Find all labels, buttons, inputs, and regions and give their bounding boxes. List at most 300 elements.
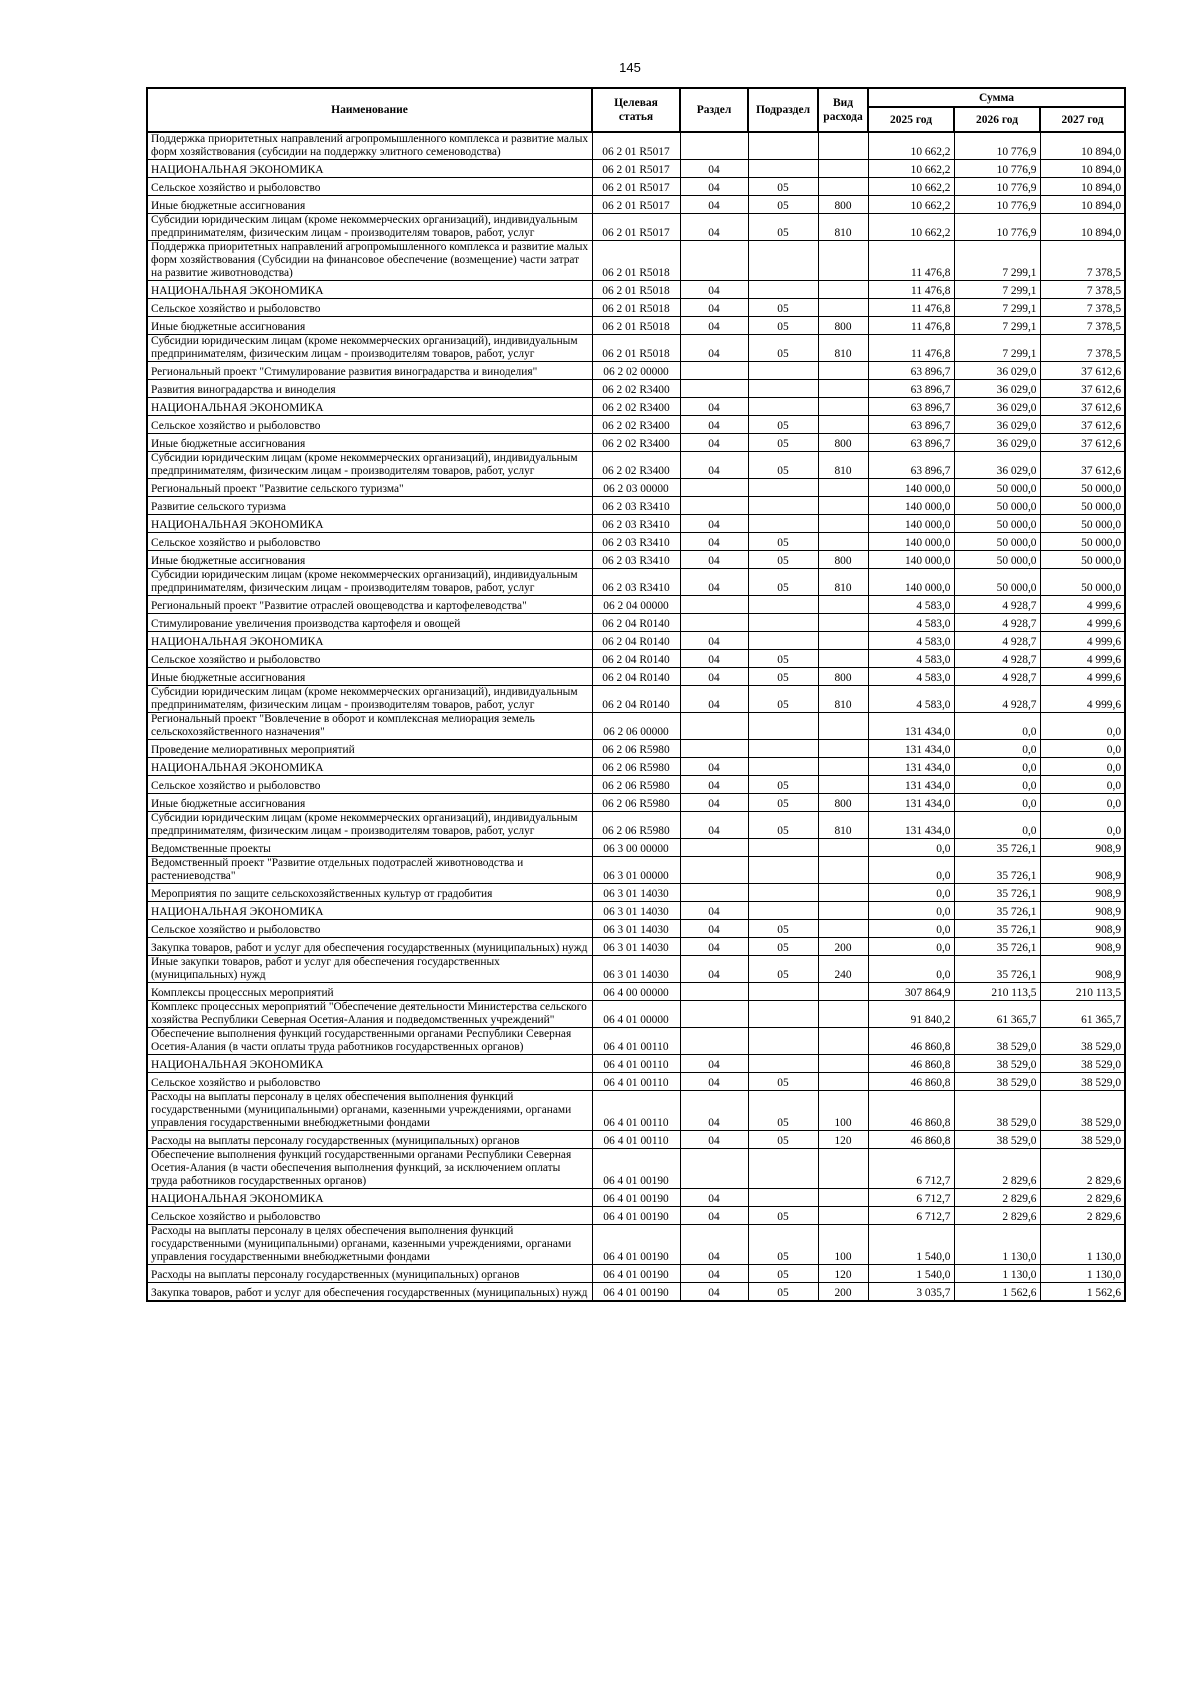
cell-sum-2025: 4 583,0 (868, 668, 954, 686)
cell-sum-2026: 38 529,0 (954, 1131, 1040, 1149)
table-body (147, 132, 1125, 1301)
table-row (147, 938, 1125, 956)
cell-subsection (748, 902, 818, 920)
cell-subsection: 05 (748, 533, 818, 551)
cell-target-article: 06 2 04 R0140 (592, 614, 680, 632)
cell-sum-2025: 46 860,8 (868, 1091, 954, 1131)
cell-section (680, 740, 748, 758)
cell-target-article: 06 4 01 00000 (592, 1001, 680, 1028)
table-row (147, 1055, 1125, 1073)
cell-target-article: 06 3 01 14030 (592, 920, 680, 938)
cell-section: 04 (680, 920, 748, 938)
table-row (147, 241, 1125, 281)
cell-subsection (748, 857, 818, 884)
cell-sum-2026: 36 029,0 (954, 434, 1040, 452)
cell-sum-2027: 38 529,0 (1040, 1028, 1125, 1055)
cell-target-article: 06 3 01 00000 (592, 857, 680, 884)
cell-name: Обеспечение выполнения функций государственными органами Республики Северная Осетия-Алания (в части оплаты труда работников государственных органов) (147, 1028, 592, 1055)
cell-name: Расходы на выплаты персоналу в целях обеспечения выполнения функций государственными (муниципальными) органами, казенными учреждениями, органами управления государственными внебюджетными фондами (147, 1225, 592, 1265)
cell-sum-2026: 7 299,1 (954, 241, 1040, 281)
cell-sum-2025: 10 662,2 (868, 132, 954, 160)
cell-section: 04 (680, 758, 748, 776)
cell-sum-2027: 908,9 (1040, 956, 1125, 983)
cell-target-article: 06 2 03 00000 (592, 479, 680, 497)
cell-expense-type (818, 160, 868, 178)
cell-target-article: 06 4 01 00190 (592, 1149, 680, 1189)
cell-name: Расходы на выплаты персоналу в целях обеспечения выполнения функций государственными (муниципальными) органами, казенными учреждениями, органами управления государственными внебюджетными фондами (147, 1091, 592, 1131)
table-row (147, 515, 1125, 533)
cell-expense-type (818, 920, 868, 938)
cell-sum-2027: 2 829,6 (1040, 1149, 1125, 1189)
cell-section: 04 (680, 335, 748, 362)
cell-name: Региональный проект "Вовлечение в оборот и комплексная мелиорация земель сельскохозяйственного назначения" (147, 713, 592, 740)
cell-expense-type: 800 (818, 668, 868, 686)
cell-target-article: 06 2 06 R5980 (592, 740, 680, 758)
cell-section: 04 (680, 533, 748, 551)
cell-name: НАЦИОНАЛЬНАЯ ЭКОНОМИКА (147, 1055, 592, 1073)
cell-subsection (748, 1189, 818, 1207)
cell-target-article: 06 3 00 00000 (592, 839, 680, 857)
table-row (147, 650, 1125, 668)
cell-sum-2026: 38 529,0 (954, 1073, 1040, 1091)
cell-expense-type (818, 479, 868, 497)
cell-sum-2026: 36 029,0 (954, 398, 1040, 416)
cell-sum-2025: 4 583,0 (868, 614, 954, 632)
cell-sum-2025: 10 662,2 (868, 196, 954, 214)
cell-section: 04 (680, 299, 748, 317)
cell-sum-2025: 0,0 (868, 920, 954, 938)
cell-expense-type (818, 497, 868, 515)
cell-expense-type: 800 (818, 794, 868, 812)
table-row (147, 632, 1125, 650)
cell-sum-2027: 50 000,0 (1040, 551, 1125, 569)
cell-target-article: 06 2 02 00000 (592, 362, 680, 380)
cell-target-article: 06 2 04 R0140 (592, 668, 680, 686)
cell-subsection: 05 (748, 416, 818, 434)
cell-target-article: 06 2 01 R5018 (592, 299, 680, 317)
cell-sum-2027: 0,0 (1040, 758, 1125, 776)
table-row (147, 1091, 1125, 1131)
table-row (147, 196, 1125, 214)
cell-name: Субсидии юридическим лицам (кроме некоммерческих организаций), индивидуальным предпринимателям, физическим лицам - производителям товаров, работ, услуг (147, 214, 592, 241)
table-row (147, 362, 1125, 380)
cell-section (680, 1001, 748, 1028)
cell-sum-2025: 0,0 (868, 839, 954, 857)
cell-sum-2027: 210 113,5 (1040, 983, 1125, 1001)
cell-target-article: 06 2 04 00000 (592, 596, 680, 614)
cell-sum-2026: 50 000,0 (954, 533, 1040, 551)
cell-section: 04 (680, 551, 748, 569)
cell-sum-2025: 131 434,0 (868, 812, 954, 839)
table-row (147, 1265, 1125, 1283)
cell-sum-2026: 50 000,0 (954, 497, 1040, 515)
cell-name: Сельское хозяйство и рыболовство (147, 1073, 592, 1091)
cell-subsection: 05 (748, 686, 818, 713)
cell-sum-2027: 7 378,5 (1040, 317, 1125, 335)
header-sum: Сумма (868, 88, 1125, 107)
cell-expense-type: 120 (818, 1265, 868, 1283)
cell-target-article: 06 2 03 R3410 (592, 569, 680, 596)
cell-expense-type: 810 (818, 569, 868, 596)
cell-sum-2027: 4 999,6 (1040, 686, 1125, 713)
cell-expense-type: 100 (818, 1091, 868, 1131)
cell-sum-2025: 140 000,0 (868, 497, 954, 515)
cell-target-article: 06 2 04 R0140 (592, 686, 680, 713)
cell-subsection (748, 497, 818, 515)
cell-sum-2026: 4 928,7 (954, 632, 1040, 650)
cell-name: Субсидии юридическим лицам (кроме некоммерческих организаций), индивидуальным предпринимателям, физическим лицам - производителям товаров, работ, услуг (147, 569, 592, 596)
cell-target-article: 06 3 01 14030 (592, 884, 680, 902)
cell-subsection (748, 362, 818, 380)
cell-subsection: 05 (748, 452, 818, 479)
table-row (147, 596, 1125, 614)
cell-sum-2026: 210 113,5 (954, 983, 1040, 1001)
budget-table (146, 87, 1126, 1302)
cell-expense-type (818, 713, 868, 740)
cell-section: 04 (680, 416, 748, 434)
cell-sum-2027: 2 829,6 (1040, 1207, 1125, 1225)
cell-sum-2025: 63 896,7 (868, 416, 954, 434)
table-row (147, 479, 1125, 497)
cell-target-article: 06 4 01 00110 (592, 1073, 680, 1091)
cell-target-article: 06 2 01 R5017 (592, 214, 680, 241)
cell-section: 04 (680, 160, 748, 178)
table-row (147, 857, 1125, 884)
cell-section: 04 (680, 650, 748, 668)
cell-sum-2025: 0,0 (868, 902, 954, 920)
cell-target-article: 06 2 02 R3400 (592, 380, 680, 398)
cell-expense-type: 810 (818, 812, 868, 839)
cell-section: 04 (680, 434, 748, 452)
cell-sum-2027: 908,9 (1040, 920, 1125, 938)
cell-name: Иные бюджетные ассигнования (147, 668, 592, 686)
cell-sum-2025: 63 896,7 (868, 434, 954, 452)
cell-subsection: 05 (748, 317, 818, 335)
cell-name: Стимулирование увеличения производства картофеля и овощей (147, 614, 592, 632)
cell-name: Ведомственный проект "Развитие отдельных подотраслей животноводства и растениеводства" (147, 857, 592, 884)
table-row (147, 614, 1125, 632)
table-row (147, 1283, 1125, 1301)
cell-sum-2026: 50 000,0 (954, 479, 1040, 497)
cell-name: НАЦИОНАЛЬНАЯ ЭКОНОМИКА (147, 758, 592, 776)
cell-subsection: 05 (748, 1225, 818, 1265)
cell-sum-2025: 4 583,0 (868, 650, 954, 668)
cell-target-article: 06 4 01 00110 (592, 1091, 680, 1131)
cell-section: 04 (680, 902, 748, 920)
cell-subsection: 05 (748, 1207, 818, 1225)
cell-sum-2025: 0,0 (868, 857, 954, 884)
cell-subsection: 05 (748, 1283, 818, 1301)
cell-subsection (748, 839, 818, 857)
cell-name: НАЦИОНАЛЬНАЯ ЭКОНОМИКА (147, 632, 592, 650)
cell-sum-2025: 0,0 (868, 956, 954, 983)
cell-target-article: 06 2 06 00000 (592, 713, 680, 740)
cell-name: НАЦИОНАЛЬНАЯ ЭКОНОМИКА (147, 281, 592, 299)
cell-section: 04 (680, 938, 748, 956)
cell-name: Иные бюджетные ассигнования (147, 317, 592, 335)
cell-target-article: 06 4 01 00110 (592, 1131, 680, 1149)
cell-name: Поддержка приоритетных направлений агропромышленного комплекса и развитие малых форм хозяйствования (субсидии на поддержку элитного семеноводства) (147, 132, 592, 160)
cell-sum-2026: 0,0 (954, 713, 1040, 740)
cell-expense-type (818, 299, 868, 317)
header-name: Наименование (147, 88, 592, 132)
cell-expense-type (818, 884, 868, 902)
table-row (147, 794, 1125, 812)
cell-expense-type: 800 (818, 551, 868, 569)
cell-sum-2025: 140 000,0 (868, 515, 954, 533)
cell-target-article: 06 4 01 00190 (592, 1207, 680, 1225)
table-row (147, 497, 1125, 515)
cell-name: Проведение мелиоративных мероприятий (147, 740, 592, 758)
cell-sum-2027: 4 999,6 (1040, 668, 1125, 686)
cell-expense-type: 240 (818, 956, 868, 983)
cell-name: НАЦИОНАЛЬНАЯ ЭКОНОМИКА (147, 398, 592, 416)
cell-sum-2027: 10 894,0 (1040, 160, 1125, 178)
cell-sum-2026: 4 928,7 (954, 650, 1040, 668)
table-row (147, 740, 1125, 758)
cell-sum-2026: 4 928,7 (954, 596, 1040, 614)
cell-sum-2027: 7 378,5 (1040, 335, 1125, 362)
cell-expense-type: 200 (818, 938, 868, 956)
cell-target-article: 06 2 03 R3410 (592, 551, 680, 569)
cell-sum-2027: 37 612,6 (1040, 398, 1125, 416)
table-row (147, 983, 1125, 1001)
cell-subsection (748, 614, 818, 632)
table-row (147, 434, 1125, 452)
cell-target-article: 06 4 01 00110 (592, 1028, 680, 1055)
cell-section: 04 (680, 1091, 748, 1131)
cell-sum-2027: 10 894,0 (1040, 178, 1125, 196)
cell-section: 04 (680, 1265, 748, 1283)
cell-sum-2027: 38 529,0 (1040, 1055, 1125, 1073)
cell-section: 04 (680, 1225, 748, 1265)
cell-sum-2025: 6 712,7 (868, 1189, 954, 1207)
cell-section: 04 (680, 452, 748, 479)
cell-target-article: 06 2 06 R5980 (592, 794, 680, 812)
cell-target-article: 06 2 06 R5980 (592, 776, 680, 794)
cell-sum-2025: 131 434,0 (868, 794, 954, 812)
cell-sum-2027: 0,0 (1040, 740, 1125, 758)
cell-subsection: 05 (748, 956, 818, 983)
cell-target-article: 06 2 06 R5980 (592, 758, 680, 776)
header-section: Раздел (680, 88, 748, 132)
cell-subsection (748, 380, 818, 398)
cell-target-article: 06 2 01 R5017 (592, 160, 680, 178)
table-row (147, 416, 1125, 434)
cell-expense-type: 200 (818, 1283, 868, 1301)
cell-target-article: 06 2 01 R5017 (592, 178, 680, 196)
cell-sum-2027: 37 612,6 (1040, 452, 1125, 479)
cell-section: 04 (680, 1073, 748, 1091)
table-row (147, 1225, 1125, 1265)
cell-subsection: 05 (748, 1091, 818, 1131)
cell-sum-2026: 7 299,1 (954, 299, 1040, 317)
cell-sum-2026: 4 928,7 (954, 686, 1040, 713)
cell-sum-2025: 4 583,0 (868, 686, 954, 713)
cell-target-article: 06 2 03 R3410 (592, 515, 680, 533)
cell-sum-2026: 35 726,1 (954, 857, 1040, 884)
cell-sum-2027: 0,0 (1040, 776, 1125, 794)
cell-name: НАЦИОНАЛЬНАЯ ЭКОНОМИКА (147, 160, 592, 178)
table-row (147, 839, 1125, 857)
cell-sum-2025: 11 476,8 (868, 317, 954, 335)
cell-subsection: 05 (748, 650, 818, 668)
cell-target-article: 06 2 02 R3400 (592, 398, 680, 416)
table-row (147, 533, 1125, 551)
cell-expense-type: 810 (818, 452, 868, 479)
cell-sum-2026: 1 130,0 (954, 1265, 1040, 1283)
cell-sum-2026: 35 726,1 (954, 884, 1040, 902)
cell-subsection (748, 281, 818, 299)
cell-sum-2025: 11 476,8 (868, 335, 954, 362)
cell-sum-2025: 46 860,8 (868, 1055, 954, 1073)
cell-section: 04 (680, 668, 748, 686)
table-row (147, 776, 1125, 794)
cell-section: 04 (680, 776, 748, 794)
cell-sum-2027: 38 529,0 (1040, 1131, 1125, 1149)
cell-sum-2025: 1 540,0 (868, 1225, 954, 1265)
cell-name: Развития виноградарства и виноделия (147, 380, 592, 398)
cell-subsection: 05 (748, 1265, 818, 1283)
cell-section (680, 1028, 748, 1055)
cell-name: Региональный проект "Развитие отраслей овощеводства и картофелеводства" (147, 596, 592, 614)
table-row (147, 920, 1125, 938)
cell-expense-type: 800 (818, 317, 868, 335)
cell-sum-2025: 140 000,0 (868, 479, 954, 497)
cell-section: 04 (680, 812, 748, 839)
cell-subsection: 05 (748, 214, 818, 241)
cell-expense-type (818, 983, 868, 1001)
cell-subsection: 05 (748, 776, 818, 794)
cell-subsection (748, 1028, 818, 1055)
cell-subsection: 05 (748, 434, 818, 452)
cell-section: 04 (680, 398, 748, 416)
cell-sum-2025: 46 860,8 (868, 1028, 954, 1055)
header-year-2025: 2025 год (868, 107, 954, 132)
cell-expense-type (818, 241, 868, 281)
cell-subsection (748, 632, 818, 650)
cell-sum-2025: 46 860,8 (868, 1073, 954, 1091)
cell-expense-type (818, 1189, 868, 1207)
cell-target-article: 06 4 01 00190 (592, 1265, 680, 1283)
cell-expense-type: 800 (818, 434, 868, 452)
cell-subsection: 05 (748, 938, 818, 956)
cell-expense-type (818, 132, 868, 160)
cell-subsection (748, 884, 818, 902)
cell-sum-2025: 3 035,7 (868, 1283, 954, 1301)
cell-sum-2026: 50 000,0 (954, 515, 1040, 533)
cell-section: 04 (680, 686, 748, 713)
cell-subsection (748, 160, 818, 178)
cell-section (680, 497, 748, 515)
cell-sum-2025: 131 434,0 (868, 758, 954, 776)
cell-section: 04 (680, 794, 748, 812)
cell-sum-2026: 10 776,9 (954, 178, 1040, 196)
cell-sum-2027: 50 000,0 (1040, 569, 1125, 596)
cell-expense-type (818, 1055, 868, 1073)
cell-sum-2026: 36 029,0 (954, 380, 1040, 398)
cell-target-article: 06 2 02 R3400 (592, 434, 680, 452)
cell-expense-type (818, 1001, 868, 1028)
cell-name: Иные бюджетные ассигнования (147, 196, 592, 214)
cell-target-article: 06 2 02 R3400 (592, 452, 680, 479)
cell-sum-2026: 0,0 (954, 740, 1040, 758)
cell-name: Сельское хозяйство и рыболовство (147, 416, 592, 434)
cell-sum-2027: 4 999,6 (1040, 596, 1125, 614)
cell-name: Комплексы процессных мероприятий (147, 983, 592, 1001)
cell-sum-2027: 1 130,0 (1040, 1225, 1125, 1265)
header-expense-type: Вид расхода (818, 88, 868, 132)
cell-subsection (748, 983, 818, 1001)
cell-sum-2026: 36 029,0 (954, 416, 1040, 434)
cell-sum-2027: 50 000,0 (1040, 533, 1125, 551)
cell-sum-2025: 6 712,7 (868, 1207, 954, 1225)
cell-name: Закупка товаров, работ и услуг для обеспечения государственных (муниципальных) нужд (147, 938, 592, 956)
cell-target-article: 06 2 03 R3410 (592, 533, 680, 551)
cell-sum-2027: 37 612,6 (1040, 380, 1125, 398)
table-row (147, 1001, 1125, 1028)
cell-sum-2027: 1 562,6 (1040, 1283, 1125, 1301)
cell-sum-2025: 131 434,0 (868, 776, 954, 794)
cell-sum-2025: 46 860,8 (868, 1131, 954, 1149)
cell-section (680, 596, 748, 614)
cell-section: 04 (680, 956, 748, 983)
cell-expense-type: 100 (818, 1225, 868, 1265)
cell-section (680, 839, 748, 857)
cell-sum-2025: 63 896,7 (868, 452, 954, 479)
header-year-2027: 2027 год (1040, 107, 1125, 132)
cell-sum-2027: 4 999,6 (1040, 650, 1125, 668)
cell-section (680, 479, 748, 497)
cell-target-article: 06 2 01 R5018 (592, 317, 680, 335)
cell-sum-2026: 50 000,0 (954, 569, 1040, 596)
cell-expense-type (818, 416, 868, 434)
cell-expense-type (818, 362, 868, 380)
cell-expense-type (818, 776, 868, 794)
cell-subsection (748, 132, 818, 160)
cell-sum-2027: 38 529,0 (1040, 1073, 1125, 1091)
cell-subsection (748, 758, 818, 776)
cell-subsection: 05 (748, 794, 818, 812)
table-row (147, 956, 1125, 983)
cell-sum-2026: 50 000,0 (954, 551, 1040, 569)
cell-target-article: 06 2 04 R0140 (592, 650, 680, 668)
cell-name: НАЦИОНАЛЬНАЯ ЭКОНОМИКА (147, 515, 592, 533)
table-row (147, 452, 1125, 479)
table-row (147, 902, 1125, 920)
cell-sum-2025: 0,0 (868, 884, 954, 902)
cell-name: Иные закупки товаров, работ и услуг для обеспечения государственных (муниципальных) нужд (147, 956, 592, 983)
cell-section (680, 241, 748, 281)
cell-name: Ведомственные проекты (147, 839, 592, 857)
cell-target-article: 06 4 01 00190 (592, 1283, 680, 1301)
cell-sum-2025: 0,0 (868, 938, 954, 956)
cell-sum-2027: 908,9 (1040, 902, 1125, 920)
cell-subsection (748, 713, 818, 740)
cell-name: Субсидии юридическим лицам (кроме некоммерческих организаций), индивидуальным предпринимателям, физическим лицам - производителям товаров, работ, услуг (147, 686, 592, 713)
cell-sum-2027: 908,9 (1040, 857, 1125, 884)
cell-target-article: 06 3 01 14030 (592, 902, 680, 920)
cell-section: 04 (680, 214, 748, 241)
table-row (147, 686, 1125, 713)
cell-sum-2026: 0,0 (954, 758, 1040, 776)
cell-sum-2025: 4 583,0 (868, 632, 954, 650)
cell-name: Сельское хозяйство и рыболовство (147, 178, 592, 196)
cell-subsection: 05 (748, 178, 818, 196)
cell-section (680, 362, 748, 380)
cell-target-article: 06 2 03 R3410 (592, 497, 680, 515)
cell-sum-2027: 37 612,6 (1040, 434, 1125, 452)
